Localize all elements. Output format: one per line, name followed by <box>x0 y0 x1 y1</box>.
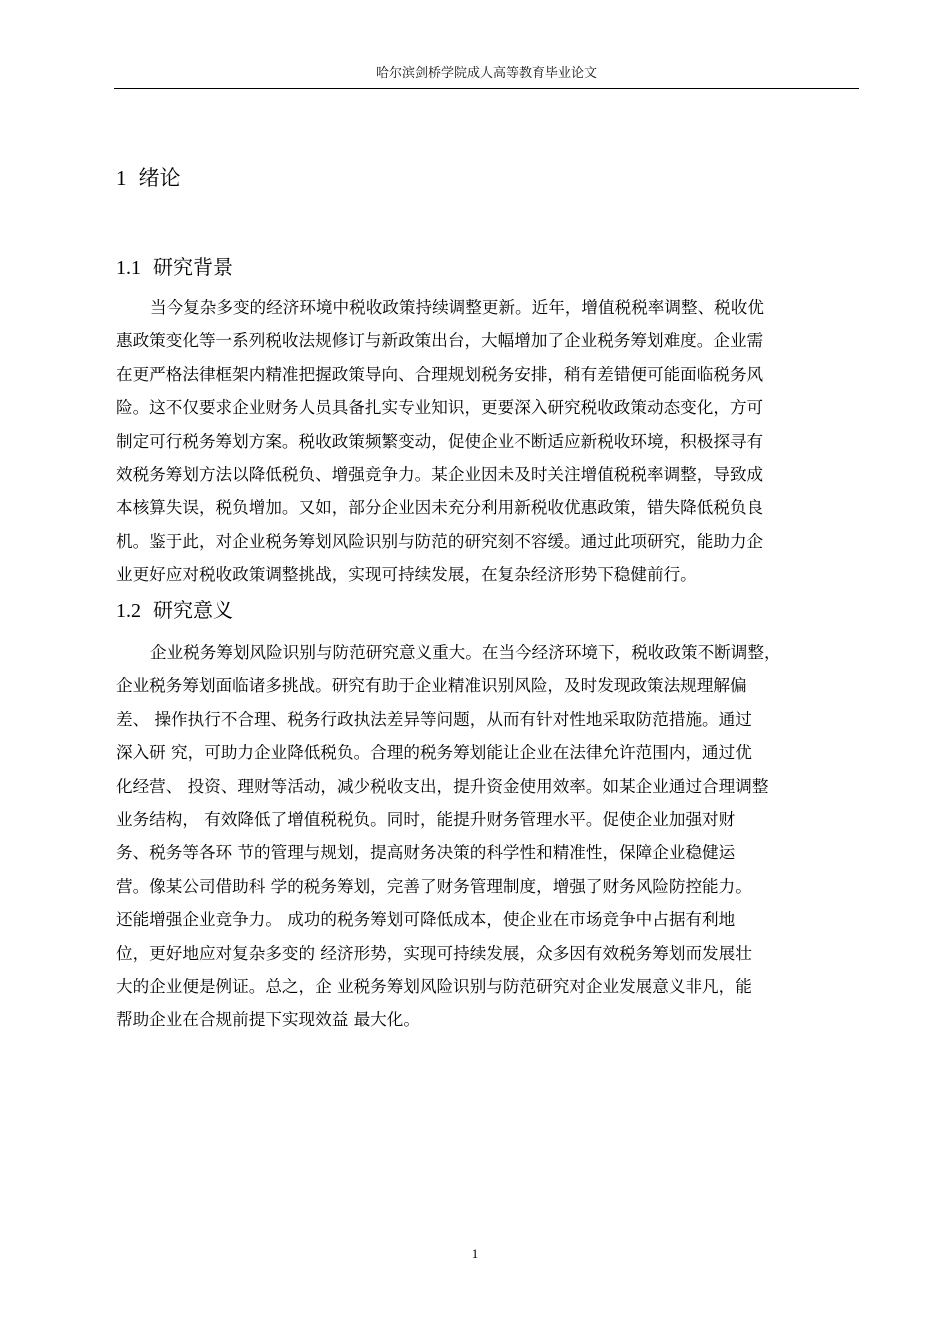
chapter-number: 1 <box>116 166 127 190</box>
section-number: 1.2 <box>116 600 141 622</box>
text-line: 业更好应对税收政策调整挑战，实现可持续发展，在复杂经济形势下稳健前行。 <box>116 565 697 585</box>
section-title: 研究背景 <box>153 255 233 279</box>
text-line: 大的企业便是例证。总之，企 业税务筹划风险识别与防范研究对企业发展意义非凡，能 <box>116 977 752 997</box>
text-line: 帮助企业在合规前提下实现效益 最大化。 <box>116 1010 420 1030</box>
text-line: 险。这不仅要求企业财务人员具备扎实专业知识，更要深入研究税收政策动态变化，方可 <box>116 398 764 418</box>
text-line: 深入研 究，可助力企业降低税负。合理的税务筹划能让企业在法律允许范围内，通过优 <box>116 743 752 763</box>
text-line: 营。像某公司借助科 学的税务筹划，完善了财务管理制度，增强了财务风险防控能力。 <box>116 876 752 896</box>
text-line: 化经营、 投资、理财等活动，减少税收支出，提升资金使用效率。如某企业通过合理调整 <box>116 776 769 796</box>
text-line: 差、 操作执行不合理、税务行政执法差异等问题，从而有针对性地采取防范措施。通过 <box>116 709 752 729</box>
paragraph-significance <box>116 636 860 1037</box>
text-line: 企业税务筹划面临诸多挑战。研究有助于企业精准识别风险，及时发现政策法规理解偏 <box>116 676 747 696</box>
header-title: 哈尔滨剑桥学院成人高等教育毕业论文 <box>375 66 597 81</box>
page-number: 1 <box>471 1246 479 1261</box>
text-line: 还能增强企业竞争力。 成功的税务筹划可降低成本，使企业在市场竞争中占据有利地 <box>116 910 736 930</box>
page-header <box>114 62 859 89</box>
chapter-title: 绪论 <box>138 166 181 190</box>
text-line: 在更严格法律框架内精准把握政策导向、合理规划税务安排，稍有差错便可能面临税务风 <box>116 364 764 384</box>
text-line: 惠政策变化等一系列税收法规修订与新政策出台，大幅增加了企业税务筹划难度。企业需 <box>116 331 764 351</box>
text-line: 本核算失误，税负增加。又如，部分企业因未充分利用新税收优惠政策，错失降低税负良 <box>116 498 764 518</box>
paragraph-background <box>116 291 860 592</box>
text-line: 制定可行税务筹划方案。税收政策频繁变动，促使企业不断适应新税收环境，积极探寻有 <box>116 431 764 451</box>
section-heading-background <box>116 251 233 284</box>
section-number: 1.1 <box>116 257 141 279</box>
section-heading-significance <box>116 594 233 627</box>
text-line: 位，更好地应对复杂多变的 经济形势，实现可持续发展，众多因有效税务筹划而发展壮 <box>116 943 752 963</box>
text-line: 企业税务筹划风险识别与防范研究意义重大。在当今经济环境下，税收政策不断调整， <box>150 643 781 662</box>
text-line: 机。鉴于此，对企业税务筹划风险识别与防范的研究刻不容缓。通过此项研究，能助力企 <box>116 531 764 551</box>
text-line: 当今复杂多变的经济环境中税收政策持续调整更新。近年，增值税税率调整、税收优 <box>150 298 764 317</box>
text-line: 业务结构， 有效降低了增值税税负。同时，能提升财务管理水平。促使企业加强对财 <box>116 810 736 830</box>
section-title: 研究意义 <box>153 598 233 622</box>
text-line: 务、税务等各环 节的管理与规划，提高财务决策的科学性和精准性，保障企业稳健运 <box>116 843 736 863</box>
chapter-heading <box>116 161 181 195</box>
text-line: 效税务筹划方法以降低税负、增强竞争力。某企业因未及时关注增值税税率调整，导致成 <box>116 465 764 485</box>
